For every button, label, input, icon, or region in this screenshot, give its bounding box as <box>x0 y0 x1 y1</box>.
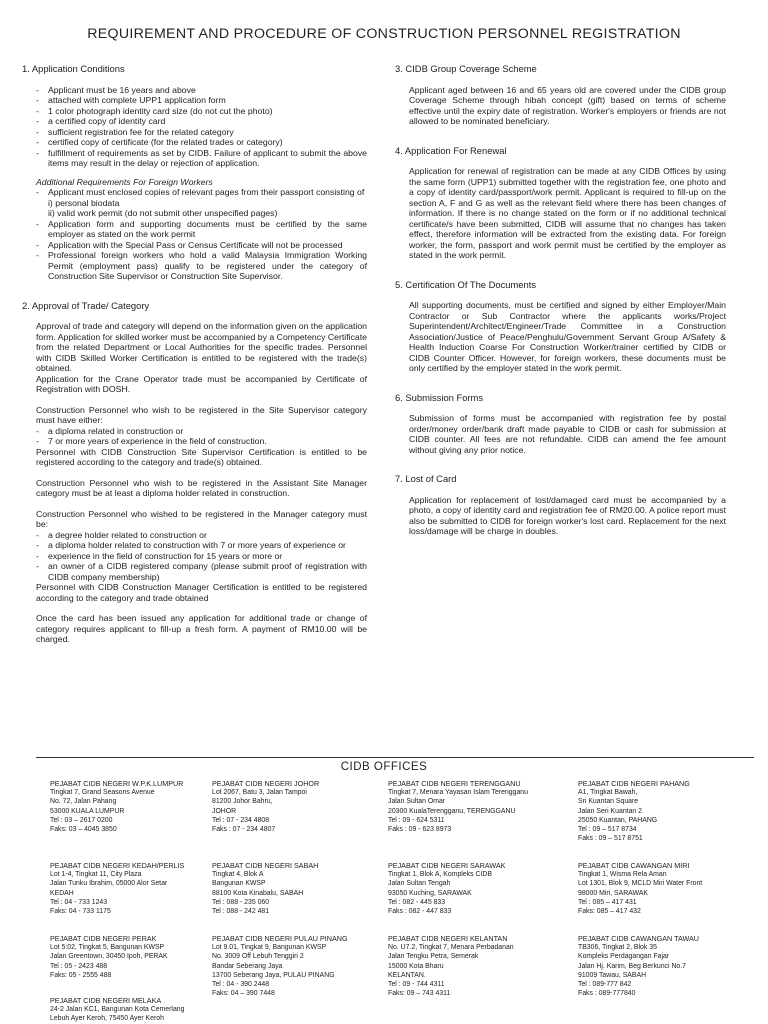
supervisor-list <box>36 426 367 447</box>
office-address-line: Tel : 07 - 234 4808 <box>212 816 270 824</box>
list-item: - experience in the field of construction for 15 years or more or <box>36 551 367 562</box>
section-title: 5. Certification Of The Documents <box>395 278 537 290</box>
office-name: PEJABAT CIDB NEGERI PAHANG <box>578 779 690 788</box>
conditions-list <box>36 85 367 169</box>
office-address-line: Jalan Tengku Petra, Semerak <box>388 953 479 961</box>
section-submission-forms <box>395 393 726 456</box>
office-name: PEJABAT CIDB NEGERI KEDAH/PERLIS <box>50 861 185 870</box>
office-block <box>50 779 183 834</box>
office-address-line: Lot 1301, Blok 9, MCLD Miri Water Front <box>578 880 703 888</box>
list-item: - sufficient registration fee for the related category <box>36 127 367 138</box>
office-address-line: Jalan Tunku Ibrahim, 05000 Alor Setar <box>50 880 168 888</box>
page-title: REQUIREMENT AND PROCEDURE OF CONSTRUCTION PERSONNEL REGISTRATION <box>87 26 681 42</box>
office-block <box>578 934 699 998</box>
paragraph: All supporting documents, must be certified and signed by either Employer/Main Contractor or Sub Contractor where the applicants works/Project Superintendent/Architect/Engineer/Trade Committee in a Construction Association/Justice of Peace/Penghulu/Government Servant Group A/Safety & Health Induction Coarse For Construction Worker/trainer certified by CIDB or CIDB Counter Officer. However, for foreign workers, these documents must be only certified by the employer stated in the work permit. <box>409 300 726 373</box>
office-address-line: KEDAH <box>50 889 74 897</box>
paragraph: Approval of trade and category will depend on the information given on the application form. Application for skilled worker must be accompanied by a Competency Certificate from the related Department or Local Authorities for the specific trades. Personnel with CIDB Skilled Worker Certification is entitled to be registered with the trade(s) obtained. <box>36 321 367 373</box>
office-address-line: Tel : 05 - 2423 488 <box>50 962 108 970</box>
left-column <box>22 64 367 645</box>
office-address-line: Jalan Sultan Omar <box>388 798 446 806</box>
office-address-line: Faks : 09 - 623 8973 <box>388 826 452 834</box>
office-address-line: Jalan Greentown, 30450 Ipoh, PERAK <box>50 953 168 961</box>
office-name: PEJABAT CIDB CAWANGAN TAWAU <box>578 934 700 943</box>
foreign-list <box>36 187 367 282</box>
office-address-line: Tel : 09 – 517 8734 <box>578 826 637 834</box>
office-block <box>212 934 348 998</box>
office-address-line: No. 3009 Off Lebuh Tenggiri 2 <box>212 953 304 961</box>
office-address-line: Faks: 085 – 417 432 <box>578 908 641 916</box>
office-address-line: 24-2 Jalan KC1, Bangunan Kota Cemerlang <box>50 1006 185 1014</box>
paragraph: Once the card has been issued any application for additional trade or change of category requires applicant to fill-up a fresh form. A payment of RM10.00 will be charged. <box>36 613 367 644</box>
office-name: PEJABAT CIDB CAWANGAN MIRI <box>578 861 690 870</box>
list-item <box>36 187 367 219</box>
office-block <box>50 996 184 1024</box>
paragraph: Personnel with CIDB Construction Manager Certification is entitled to be registered according to the category and trade obtained <box>36 582 367 603</box>
offices-heading: CIDB OFFICES <box>340 761 428 773</box>
office-address-line: Faks : 07 - 234 4807 <box>212 826 276 834</box>
office-address-line: Tel : 088 - 242 481 <box>212 908 270 916</box>
office-name: PEJABAT CIDB NEGERI TERENGGANU <box>388 779 521 788</box>
paragraph: Application for replacement of lost/damaged card must be accompanied by a photo, a copy of identity card and registration fee of RM20.00. A police report must also be submitted to CIDB for foreign worker's lost card. Replacement for the next loss/damage will be charge in doubles. <box>409 494 726 536</box>
list-item: - Professional foreign workers who hold a valid Malaysia Immigration Working Permit (employment pass) qualify to be registered under the category of Construction Site Supervisor or Construction Site Supervisor. <box>36 250 367 282</box>
office-block <box>388 934 514 998</box>
office-address-line: 13700 Seberang Jaya, PULAU PINANG <box>212 971 335 979</box>
office-address-line: Lot 5:02, Tingkat 5, Bangunan KWSP <box>50 944 165 952</box>
office-address-line: Faks: 03 – 4045 3850 <box>50 826 117 834</box>
section-lost-card <box>395 474 726 537</box>
office-address-line: Tel : 04 - 733 1243 <box>50 898 108 906</box>
office-address-line: Bangunan KWSP <box>212 880 266 888</box>
office-address-line: 25050 Kuantan, PAHANG <box>578 816 658 824</box>
sub-item: ii) valid work permit (do not submit other unspecified pages) <box>48 208 278 218</box>
section-group-coverage <box>395 64 726 127</box>
office-address-line: 20300 KualaTerengganu, TERENGGANU <box>388 807 516 815</box>
section-approval-of-trade <box>22 301 367 645</box>
section-title: 6. Submission Forms <box>395 391 484 403</box>
office-address-line: TB306, Tingkat 2, Blok 35 <box>578 944 657 952</box>
sub-item: i) personal biodata <box>48 197 120 208</box>
office-address-line: Lebuh Ayer Keroh, 75450 Ayer Keroh <box>50 1015 164 1023</box>
office-block <box>578 779 690 843</box>
section-title: 2. Approval of Trade/ Category <box>22 299 150 311</box>
paragraph: Submission of forms must be accompanied with registration fee by postal order/money order/bank draft made payable to CIDB or cash for submission at CIDB counter. All fees are not refundable. CIDB can amend the fee amount without giving any prior notice. <box>409 413 726 455</box>
section-renewal <box>395 146 726 261</box>
section-certification <box>395 280 726 374</box>
office-address-line: Faks: 04 – 390 7448 <box>212 990 275 998</box>
office-address-line: Tel : 089-777 842 <box>578 981 632 989</box>
section-title: 3. CIDB Group Coverage Scheme <box>395 63 537 74</box>
office-block <box>212 779 319 834</box>
section-title: 1. Application Conditions <box>22 63 125 74</box>
office-address-line: 88100 Kota Kinabalu, SABAH <box>212 889 304 897</box>
office-address-line: Lot 1-4, Tingkat 11, City Plaza <box>50 871 142 879</box>
office-name: PEJABAT CIDB NEGERI KELANTAN <box>388 934 508 943</box>
office-address-line: Kompleks Perdagangan Fajar <box>578 953 670 961</box>
office-address-line: Tel : 03 – 2617 0200 <box>50 816 113 824</box>
office-address-line: Sri Kuantan Square <box>578 798 639 806</box>
office-address-line: Bandar Seberang Jaya <box>212 962 283 970</box>
list-item: - 7 or more years of experience in the field of construction. <box>36 436 367 447</box>
office-address-line: Tel : 09 - 744 4311 <box>388 981 445 989</box>
office-address-line: No. U7.2, Tingkat 7, Menara Perbadanan <box>388 944 514 952</box>
office-address-line: Jalan Sultan Tengah <box>388 880 451 888</box>
office-block <box>212 861 318 916</box>
office-address-line: Tingkat 1, Wisma Rela Aman <box>578 871 667 879</box>
list-item: - a certified copy of identity card <box>36 116 367 127</box>
section-title: 7. Lost of Card <box>395 473 457 484</box>
office-address-line: Faks: 05 - 2555 488 <box>50 971 112 979</box>
list-item: - fulfillment of requirements as set by CIDB. Failure of applicant to submit the above items may result in the delay or rejection of application. <box>36 148 367 169</box>
office-address-line: 53000 KUALA LUMPUR <box>50 807 125 815</box>
office-block <box>388 861 505 916</box>
office-block <box>388 779 528 834</box>
list-item-text: Applicant must enclosed copies of relevant pages from their passport consisting of <box>48 187 365 197</box>
office-address-line: Faks : 082 - 447 833 <box>388 908 452 916</box>
office-address-line: Tel : 04 - 390 2448 <box>212 981 270 989</box>
office-address-line: No. 72, Jalan Pahang <box>50 798 117 806</box>
paragraph: Construction Personnel who wish to be registered in the Site Supervisor category must have either: <box>36 404 367 425</box>
office-address-line: 98000 Miri, SARAWAK <box>578 889 648 897</box>
office-block <box>578 861 702 916</box>
office-address-line: KELANTAN. <box>388 971 426 979</box>
office-address-line: Tingkat 7, Grand Seasons Avenue <box>50 789 155 797</box>
paragraph: Construction Personnel who wished to be registered in the Manager category must be: <box>36 508 367 529</box>
office-address-line: Tingkat 1, Blok A, Kompleks CIDB <box>388 871 492 879</box>
divider <box>36 757 754 758</box>
list-item: - certified copy of certificate (for the related trades or category) <box>36 137 367 148</box>
office-block <box>50 861 184 916</box>
list-item: - Application with the Special Pass or Census Certificate will not be processed <box>36 240 367 251</box>
right-column <box>395 64 726 537</box>
paragraph: Application for the Crane Operator trade must be accompanied by Certificate of Registration with DOSH. <box>36 373 367 394</box>
section-title: 4. Application For Renewal <box>395 144 507 156</box>
office-address-line: 91009 Tawau, SABAH <box>578 971 647 979</box>
paragraph: Construction Personnel who wish to be registered in the Assistant Site Manager category must be at least a diploma holder related in construction. <box>36 477 367 498</box>
list-item: - 1 color photograph identity card size (do not cut the photo) <box>36 106 367 117</box>
section-application-conditions <box>22 64 367 282</box>
office-address-line: A1, Tingkat Bawah, <box>578 789 638 797</box>
paragraph: Personnel with CIDB Construction Site Supervisor Certification is entitled to be registered according to the category and trade(s) obtained. <box>36 446 367 467</box>
paragraph: Applicant aged between 16 and 65 years old are covered under the CIDB group Coverage Scheme through hibah concept (gift) based on terms of scheme effective until the expiry date of registration. Worker's employers or friends are not allowed to be nominated beneficiary. <box>409 84 726 126</box>
manager-list <box>36 530 367 583</box>
office-name: PEJABAT CIDB NEGERI PERAK <box>50 934 157 943</box>
office-name: PEJABAT CIDB NEGERI JOHOR <box>212 779 320 788</box>
list-item: - a diploma related in construction or <box>36 426 367 437</box>
office-address-line: Jalan Seri Kuantan 2 <box>578 807 642 815</box>
office-name: PEJABAT CIDB NEGERI W.P.K.LUMPUR <box>50 779 184 788</box>
office-address-line: Tingkat 7, Menara Yayasan Islam Terengganu <box>388 789 528 797</box>
office-address-line: JOHOR <box>212 807 237 815</box>
office-address-line: Jalan Hj. Karim, Beg Berkunci No.7 <box>578 962 686 970</box>
list-item: - attached with complete UPP1 application form <box>36 95 367 106</box>
office-address-line: Tel : 09 - 624 5311 <box>388 816 445 824</box>
office-address-line: Tel : 085 – 417 431 <box>578 898 637 906</box>
paragraph: Application for renewal of registration can be made at any CIDB Offices by using the same form (UPP1) submitted together with the registration fee, one photo and a copy of identity card/passport/work permit. Applicant is required to fill-up on the section A, F and G as well as the relevant field where there has been changes of information. If there is no change stated on the form or if no additional technical certificate/s have been submitted, CIDB will assume that no changes has taken effect, therefore information will be extracted from the existing data. For foreign worker, the form, passport and work permit must be certified by the employer as stated in the work permit. <box>409 166 726 260</box>
office-block <box>50 934 168 980</box>
list-item: - a diploma holder related to construction with 7 or more years of experience or <box>36 540 367 551</box>
list-item: - a degree holder related to construction or <box>36 530 367 541</box>
office-address-line: Faks: 09 – 743 4311 <box>388 990 451 998</box>
office-address-line: Faks : 089-777840 <box>578 990 636 998</box>
office-name: PEJABAT CIDB NEGERI SABAH <box>212 861 319 870</box>
office-address-line: Tingkat 4, Blok A <box>212 871 264 879</box>
office-address-line: Lot 2067, Batu 3, Jalan Tampoi <box>212 789 307 797</box>
office-address-line: Lot 9.01, Tingkat 9, Bangunan KWSP <box>212 944 327 952</box>
office-address-line: 93050 Kuching, SARAWAK <box>388 889 472 897</box>
list-item: - Applicant must be 16 years and above <box>36 85 367 96</box>
office-address-line: 15000 Kota Bharu <box>388 962 444 970</box>
office-address-line: Tel : 088 - 235 060 <box>212 898 270 906</box>
office-address-line: Faks: 04 - 733 1175 <box>50 908 111 916</box>
office-name: PEJABAT CIDB NEGERI MELAKA <box>50 996 162 1005</box>
office-name: PEJABAT CIDB NEGERI PULAU PINANG <box>212 934 348 943</box>
office-address-line: Tel : 082 - 445 833 <box>388 898 446 906</box>
list-item: - an owner of a CIDB registered company (please submit proof of registration with CIDB company membership) <box>36 561 367 582</box>
office-address-line: 81200 Johor Bahru, <box>212 798 273 806</box>
list-item: - Application form and supporting documents must be certified by the same employer as stated on the work permit <box>36 219 367 240</box>
office-name: PEJABAT CIDB NEGERI SARAWAK <box>388 861 506 870</box>
office-address-line: Faks : 09 – 517 8751 <box>578 835 643 843</box>
foreign-workers-heading: Additional Requirements For Foreign Workers <box>36 176 213 187</box>
